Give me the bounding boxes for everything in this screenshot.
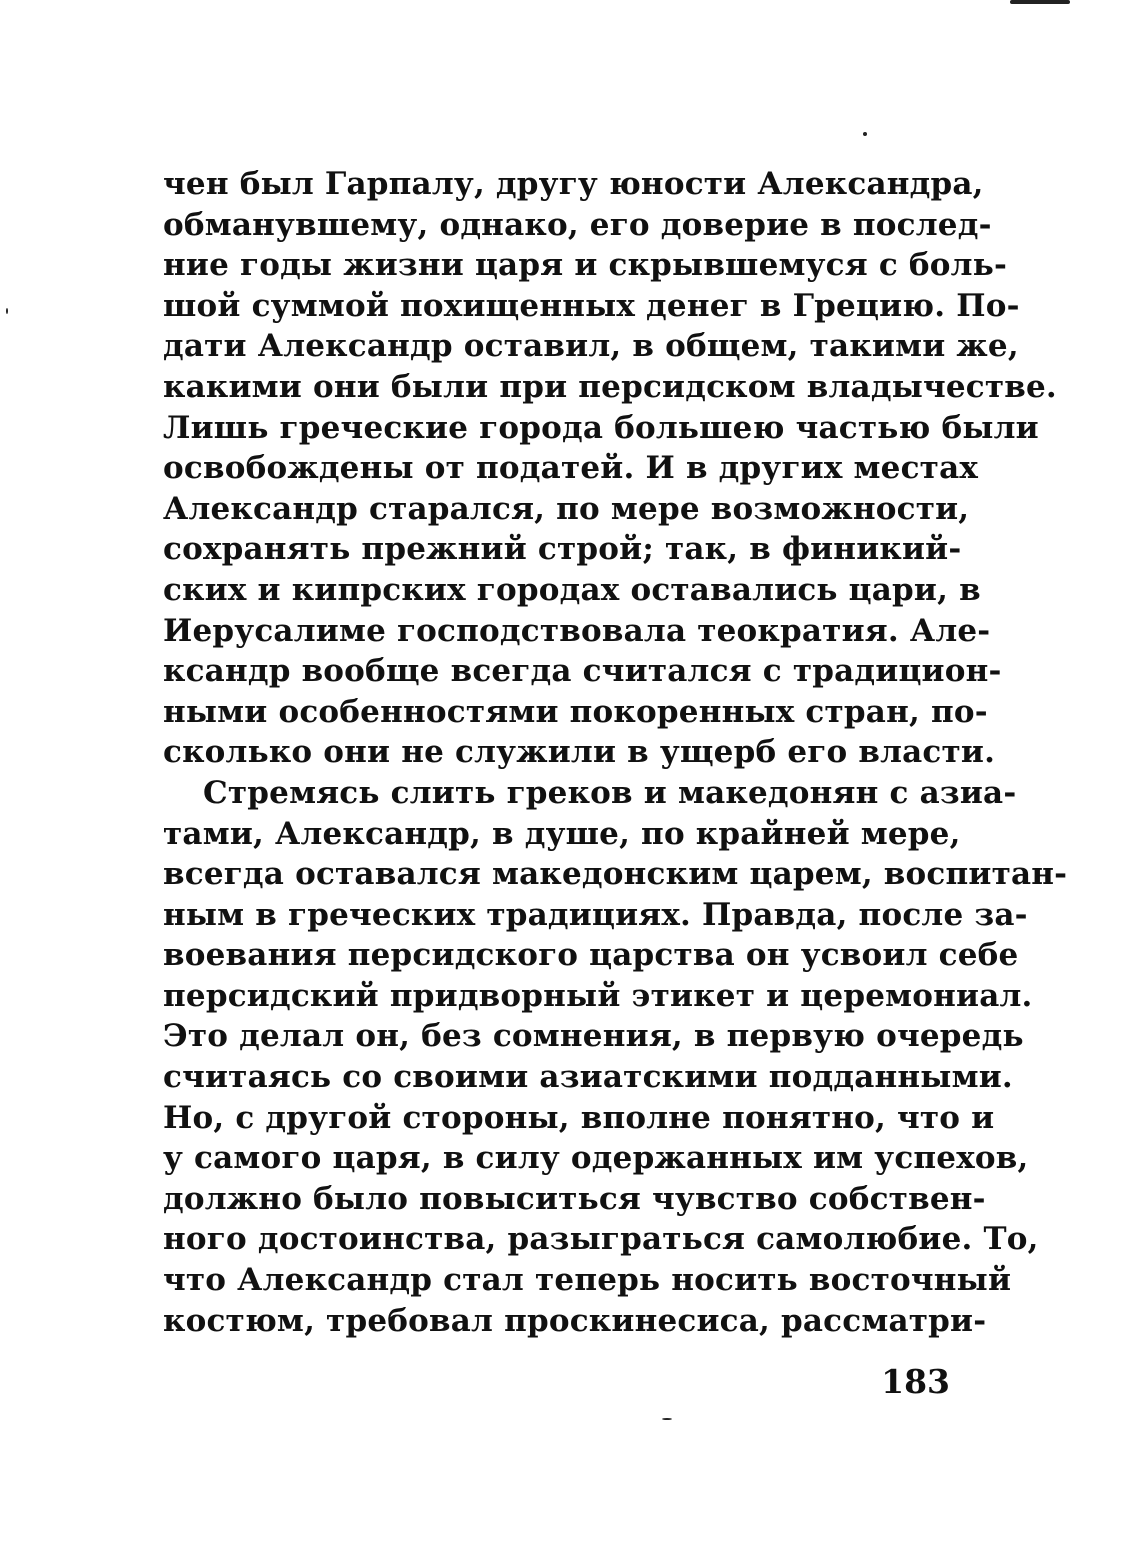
text-line: ным в греческих традициях. Правда, после за-: [163, 896, 1028, 933]
text-line: считаясь со своими азиатскими подданными.: [163, 1059, 1013, 1096]
text-line: обманувшему, однако, его доверие в послед-: [163, 206, 992, 243]
text-line: ние годы жизни царя и скрывшемуся с боль-: [163, 247, 1008, 284]
text-line: сколько они не служили в ущерб его власти.: [163, 734, 996, 771]
text-line: Иерусалиме господствовала теократия. Але-: [163, 612, 991, 649]
scan-speck: [6, 308, 8, 314]
text-line: ного достоинства, разыграться самолюбие. То,: [163, 1221, 1039, 1258]
page-number: 183: [881, 1362, 950, 1401]
text-line: персидский придворный этикет и церемониал.: [163, 977, 1033, 1014]
scan-speck: [662, 1418, 672, 1420]
text-line: тами, Александр, в душе, по крайней мере,: [163, 815, 961, 852]
text-line: ными особенностями покоренных стран, по-: [163, 693, 988, 730]
text-line: должно было повыситься чувство собствен-: [163, 1180, 986, 1217]
text-line: воевания персидского царства он усвоил себе: [163, 937, 1019, 974]
text-line: ских и кипрских городах оставались цари, в: [163, 571, 981, 608]
text-line: чен был Гарпалу, другу юности Александра,: [163, 166, 984, 202]
text-line: Это делал он, без сомнения, в первую очередь: [163, 1018, 1024, 1055]
text-line: что Александр стал теперь носить восточный: [163, 1262, 1012, 1299]
text-line: сохранять прежний строй; так, в финикий-: [163, 531, 962, 568]
text-line: освобождены от податей. И в других местах: [163, 450, 979, 487]
text-line: Александр старался, по мере возможности,: [163, 490, 970, 527]
scan-speck: [863, 132, 867, 136]
text-line: у самого царя, в силу одержанных им успехов,: [163, 1140, 1029, 1177]
text-line: Стремясь слить греков и македонян с азиа-: [203, 774, 1017, 811]
paragraph-1: [163, 164, 1057, 773]
text-line: костюм, требовал проскинесиса, рассматри-: [163, 1302, 987, 1339]
text-line: какими они были при персидском владычестве.: [163, 368, 1057, 405]
paragraph-2: [163, 773, 1068, 1341]
body-text: [163, 164, 1068, 1341]
text-line: Но, с другой стороны, вполне понятно, что и: [163, 1099, 995, 1136]
text-line: шой суммой похищенных денег в Грецию. По-: [163, 287, 1020, 324]
text-line: всегда оставался македонским царем, воспитан-: [163, 856, 1068, 893]
text-line: ксандр вообще всегда считался с традицион-: [163, 653, 1002, 690]
scan-speck: [1010, 0, 1070, 4]
text-line: дати Александр оставил, в общем, такими же,: [163, 328, 1019, 365]
text-line: Лишь греческие города большею частью были: [163, 409, 1039, 446]
